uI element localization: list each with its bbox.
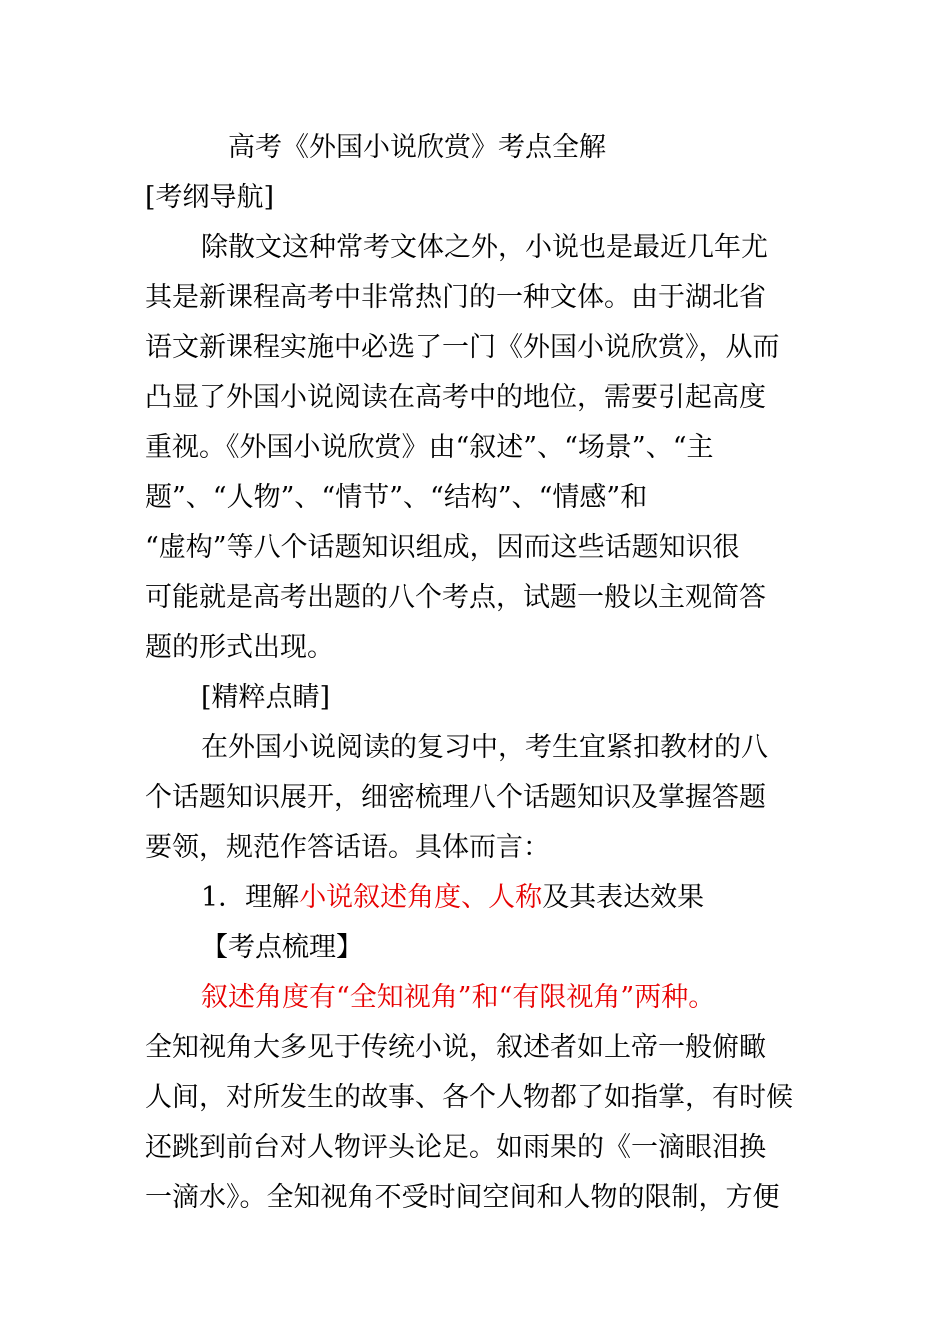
paragraph-line: 一滴水》。全知视角不受时间空间和人物的限制，方便 bbox=[145, 1182, 780, 1213]
review-label: 【考点梳理】 bbox=[201, 932, 363, 963]
paragraph-line: 重视。《外国小说欣赏》由“叙述”、“场景”、“主 bbox=[145, 432, 714, 463]
item-number: 1．理解 bbox=[201, 882, 300, 913]
paragraph-line: 除散文这种常考文体之外，小说也是最近几年尤 bbox=[201, 232, 768, 263]
paragraph-intro bbox=[145, 223, 810, 1223]
item-rest: 及其表达效果 bbox=[542, 882, 705, 913]
paragraph-line: 题”、“人物”、“情节”、“结构”、“情感”和 bbox=[145, 482, 648, 513]
paragraph-line: 可能就是高考出题的八个考点，试题一般以主观简答 bbox=[145, 582, 766, 613]
paragraph-line: 题的形式出现。 bbox=[145, 632, 334, 663]
paragraph-line: 还跳到前台对人物评头论足。如雨果的《一滴眼泪换 bbox=[145, 1132, 766, 1163]
section-essence-label: [精粹点睛] bbox=[201, 682, 331, 713]
paragraph-line: “虚构”等八个话题知识组成，因而这些话题知识很 bbox=[145, 532, 740, 563]
item-highlight: 小说叙述角度、人称 bbox=[299, 882, 543, 913]
section-outline-label: [考纲导航] bbox=[145, 182, 275, 213]
paragraph-line: 语文新课程实施中必选了一门《外国小说欣赏》，从而 bbox=[145, 332, 780, 363]
paragraph-line: 全知视角大多见于传统小说，叙述者如上帝一般俯瞰 bbox=[145, 1032, 766, 1063]
item-heading-1 bbox=[145, 873, 810, 923]
paragraph-line: 个话题知识展开，细密梳理八个话题知识及掌握答题 bbox=[145, 782, 766, 813]
paragraph-line: 要领，规范作答话语。具体而言： bbox=[145, 832, 550, 863]
document-title: 高考《外国小说欣赏》考点全解 bbox=[228, 132, 606, 163]
paragraph-line: 其是新课程高考中非常热门的一种文体。由于湖北省 bbox=[145, 282, 766, 313]
paragraph-highlight-line: 叙述角度有“全知视角”和“有限视角”两种。 bbox=[201, 982, 716, 1013]
paragraph-line: 凸显了外国小说阅读在高考中的地位，需要引起高度 bbox=[145, 382, 766, 413]
paragraph-line: 在外国小说阅读的复习中，考生宜紧扣教材的八 bbox=[201, 732, 768, 763]
paragraph-line: 人间，对所发生的故事、各个人物都了如指掌，有时候 bbox=[145, 1082, 793, 1113]
